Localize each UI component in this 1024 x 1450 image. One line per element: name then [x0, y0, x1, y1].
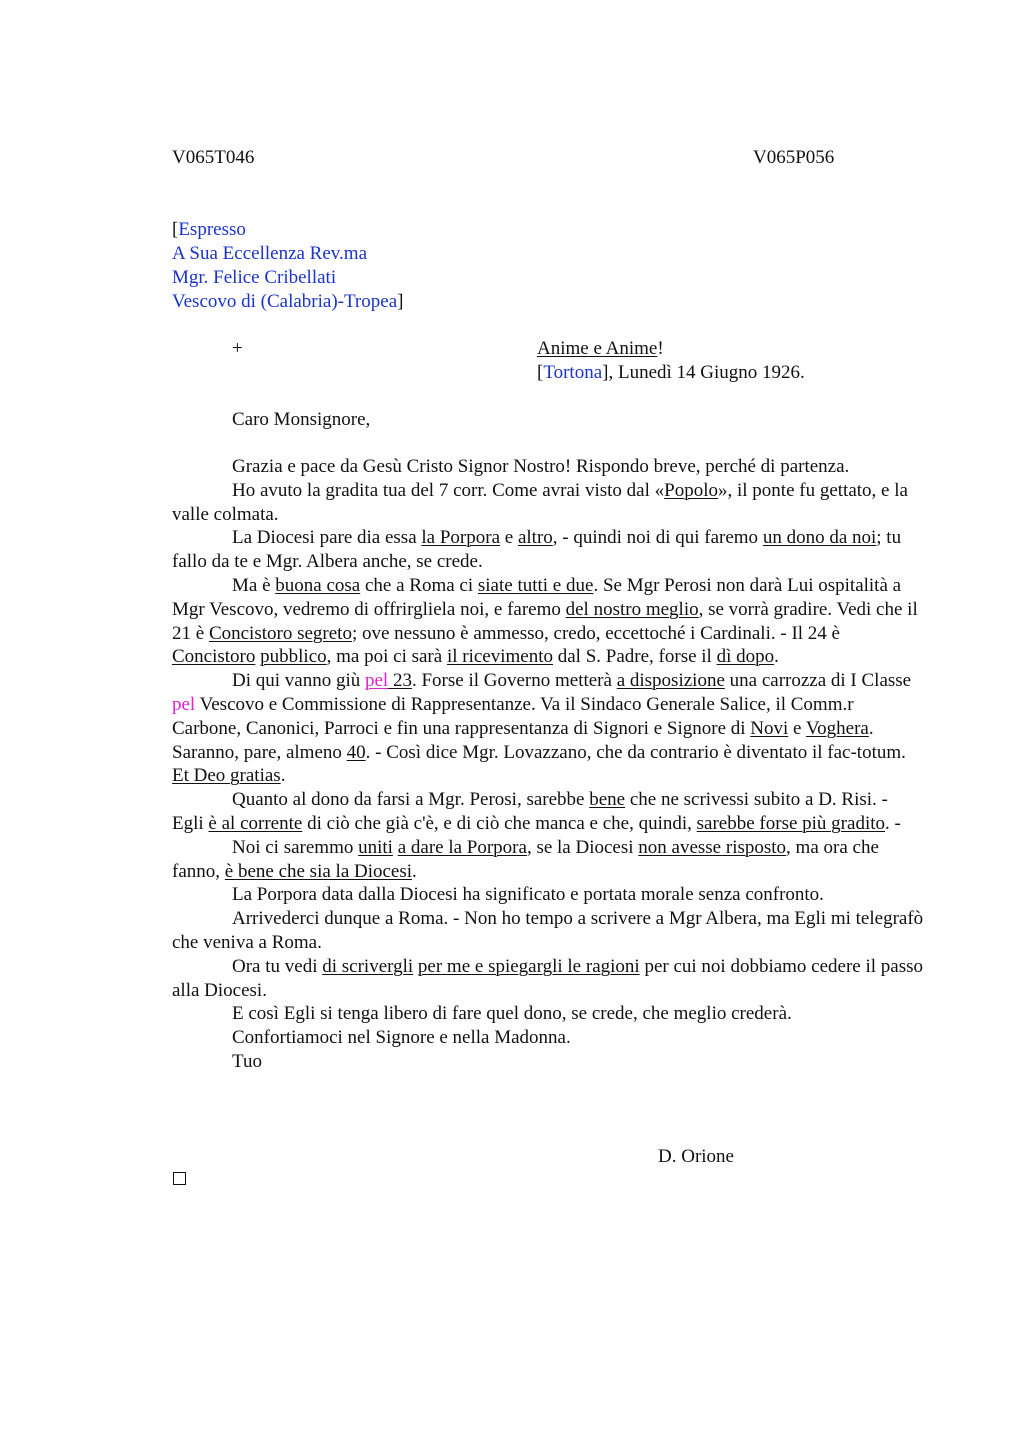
paragraph — [172, 836, 924, 884]
text-run: Tuo — [232, 1050, 262, 1072]
underlined-phrase: Et Deo gratias — [172, 765, 281, 787]
paragraph — [172, 907, 924, 955]
motto — [537, 337, 664, 361]
underlined-phrase: Novi — [750, 717, 789, 739]
salutation: Caro Monsignore, — [232, 409, 371, 430]
cross-sign: + — [232, 338, 243, 359]
text-run: . — [774, 646, 779, 668]
address-open-bracket: [ — [172, 219, 179, 240]
address-line-1 — [172, 218, 246, 242]
letter-body — [172, 455, 924, 1074]
underlined-phrase: a disposizione — [616, 670, 725, 692]
paragraph — [172, 1026, 924, 1050]
text-run: La Diocesi pare dia essa — [232, 527, 422, 549]
text-run: Noi ci saremmo — [232, 836, 359, 858]
address-line-3: Mgr. Felice Cribellati — [172, 267, 337, 288]
address-espresso: Espresso — [178, 219, 246, 240]
text-run: , ma ora che fanno, — [172, 836, 879, 882]
signature: D. Orione — [658, 1146, 734, 1167]
text-run: Di qui vanno giù — [232, 670, 365, 692]
paragraph — [172, 1002, 924, 1026]
text-run: per cui noi dobbiamo cedere il passo alla Diocesi. — [172, 955, 924, 1001]
address-close-bracket: ] — [397, 291, 404, 312]
text-run: », il ponte fu gettato, e la valle colmata. — [172, 479, 908, 525]
underlined-phrase: il ricevimento — [446, 646, 553, 668]
text-run: che a Roma ci — [360, 574, 478, 596]
underlined-phrase: la Porpora — [421, 527, 501, 549]
editorial-pel: pel — [172, 693, 196, 715]
text-run: Ora tu vedi — [232, 955, 323, 977]
underlined-phrase: Voghera — [805, 717, 869, 739]
text-run: ; tu fallo da te e Mgr. Albera anche, se crede. — [172, 527, 902, 573]
motto-punct: ! — [657, 338, 664, 359]
text-run: , se vorrà gradire. Vedi che il 21 è — [172, 598, 918, 644]
text-run: che ne scrivessi subito a D. Risi. - Egli — [172, 789, 888, 834]
text-run: . — [280, 765, 286, 787]
paragraph — [172, 883, 924, 907]
underlined-phrase: sarebbe forse più gradito — [696, 812, 886, 834]
paragraph — [172, 574, 924, 669]
text-run: Confortiamoci nel Signore e nella Madonna. — [232, 1027, 571, 1049]
text-run: . - — [885, 812, 901, 834]
paragraph — [172, 479, 924, 527]
underlined-phrase: dì dopo — [716, 646, 775, 668]
underlined-phrase: un dono da noi — [762, 527, 877, 549]
text-run: . - Così dice Mgr. Lovazzano, che da contrario è diventato il fac-totum. — [365, 741, 906, 763]
text-run: Grazia e pace da Gesù Cristo Signor Nostro! Rispondo breve, perché di partenza. — [232, 456, 850, 477]
text-run: , ma poi ci sarà — [326, 646, 447, 668]
dateline-date: ], Lunedì 14 Giugno 1926. — [602, 362, 805, 383]
text-run: Vescovo e Commissione di Rappresentanze. Va il Sindaco Generale Salice, il Comm.r Carbone, Canonici, Parroci e fin una rappresentanza di Signori e Signore di — [172, 693, 854, 739]
editorial-pel: pel — [365, 670, 389, 692]
address-line-2: A Sua Eccellenza Rev.ma — [172, 243, 368, 264]
text-run: . Se Mgr Perosi non darà Lui ospitalità a Mgr Vescovo, vedremo di offrirgliela noi, e faremo — [172, 574, 902, 620]
text-run: dal S. Padre, forse il — [553, 646, 717, 668]
underlined-phrase: 40 — [346, 741, 366, 763]
underlined-phrase: non avesse risposto — [638, 836, 787, 858]
address-see: Vescovo di (Calabria)-Tropea — [172, 291, 398, 312]
motto-text: Anime e Anime — [537, 338, 658, 359]
underlined-phrase: Popolo — [664, 479, 718, 501]
text-run: . Forse il Governo metterà — [411, 670, 617, 692]
paragraph — [172, 455, 924, 479]
text-run: Quanto al dono da farsi a Mgr. Perosi, sarebbe — [232, 789, 590, 811]
document-code-left: V065T046 — [172, 147, 255, 168]
paragraph — [172, 526, 924, 574]
dateline — [537, 361, 805, 385]
text-run: . Saranno, pare, almeno — [172, 717, 874, 763]
text-run: . — [412, 860, 417, 882]
page-code-right: V065P056 — [753, 147, 835, 168]
text-run: e — [788, 717, 806, 739]
underlined-phrase: pubblico — [260, 646, 327, 668]
text-run: Ma è — [232, 574, 276, 596]
underlined-phrase: per me e spiegargli le ragioni — [417, 955, 640, 977]
dateline-open-bracket: [ — [537, 362, 544, 383]
paragraph — [172, 788, 924, 836]
underlined-phrase: uniti — [358, 836, 393, 858]
underlined-phrase: altro — [517, 527, 553, 549]
address-line-4 — [172, 290, 403, 314]
paragraph — [172, 955, 924, 1003]
underlined-phrase: a dare la Porpora — [397, 836, 527, 858]
underlined-phrase: è bene che sia la Diocesi — [224, 860, 413, 882]
text-run: E così Egli si tenga libero di fare quel dono, se crede, che meglio crederà. — [232, 1003, 792, 1025]
underlined-phrase: di scrivergli — [322, 955, 414, 977]
text-run: Ho avuto la gradita tua del 7 corr. Come avrai visto dal « — [232, 479, 665, 501]
underlined-phrase: Concistoro — [172, 646, 256, 668]
underlined-phrase: 23 — [392, 670, 412, 692]
text-run: di ciò che già c'è, e di ciò che manca e che, quindi, — [302, 812, 697, 834]
text-run: ; ove nessuno è ammesso, credo, eccettoché i Cardinali. - Il 24 è — [351, 622, 840, 644]
end-square-icon — [173, 1172, 186, 1185]
text-run: , - quindi noi di qui faremo — [552, 527, 763, 549]
text-run: una carrozza di I Classe — [724, 670, 912, 692]
text-run: e — [500, 527, 518, 549]
underlined-phrase: bene — [589, 789, 626, 811]
paragraph — [172, 669, 924, 788]
dateline-place: Tortona — [543, 362, 603, 383]
text-run: Arrivederci dunque a Roma. - Non ho tempo a scrivere a Mgr Albera, ma Egli mi telegrafò che veniva a Roma. — [172, 908, 924, 953]
underlined-phrase: del nostro meglio — [565, 598, 699, 620]
text-run: La Porpora data dalla Diocesi ha significato e portata morale senza confronto. — [232, 884, 824, 906]
text-run: , se la Diocesi — [526, 836, 639, 858]
underlined-phrase: Concistoro segreto — [208, 622, 352, 644]
underlined-phrase: buona cosa — [275, 574, 361, 596]
underlined-phrase: siate tutti e due — [477, 574, 594, 596]
paragraph — [172, 1050, 924, 1074]
underlined-phrase: è al corrente — [208, 812, 303, 834]
